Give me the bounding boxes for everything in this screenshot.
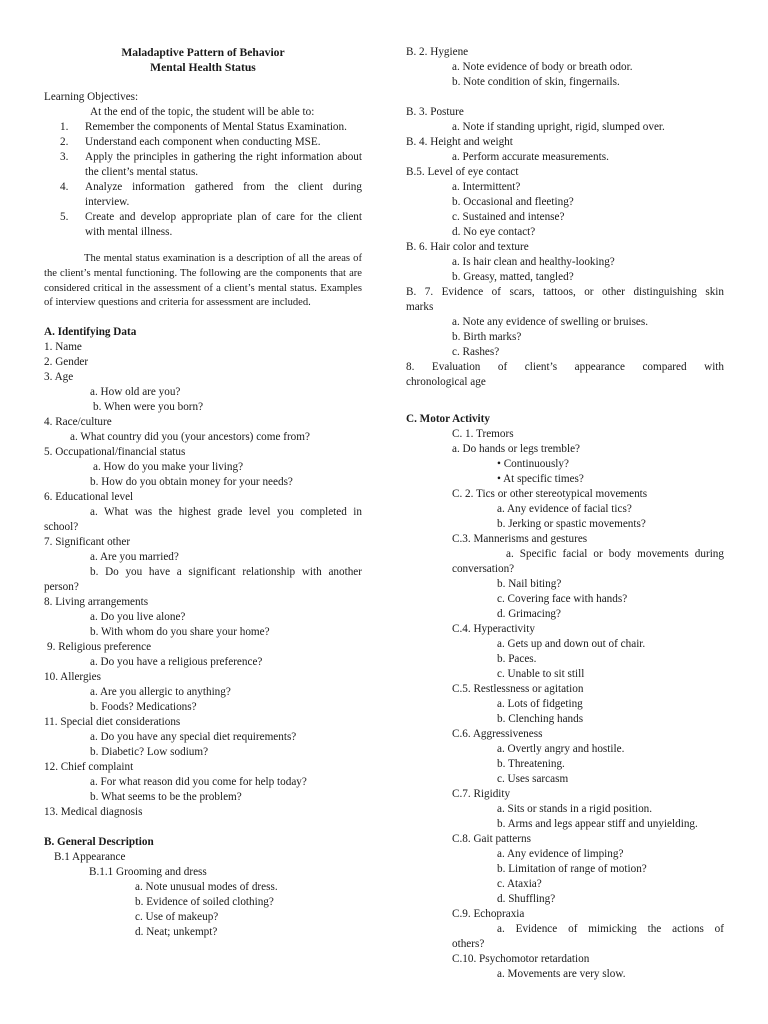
section-a-line: a. How old are you?: [90, 386, 181, 399]
section-c-line: a. Do hands or legs tremble?: [452, 443, 580, 455]
right-column: [406, 45, 724, 982]
document-title: Maladaptive Pattern of Behavior: [121, 46, 285, 59]
section-a-line: b. What seems to be the problem?: [90, 791, 242, 804]
section-b-line: b. Occasional and fleeting?: [452, 196, 574, 208]
section-c-line: a. Sits or stands in a rigid position.: [497, 803, 653, 815]
section-a-line: a. For what reason did you come for help today?: [90, 776, 307, 789]
section-a-line: 11. Special diet considerations: [44, 716, 181, 729]
section-a-line: b. Foods? Medications?: [90, 701, 197, 714]
section-c-line: b. Limitation of range of motion?: [497, 863, 647, 875]
section-a-line: a. Do you live alone?: [90, 611, 186, 624]
section-b-line: b. Evidence of soiled clothing?: [135, 896, 274, 909]
section-b-line: 8. Evaluation of client’s appearance compared with: [406, 361, 724, 373]
section-c-line: d. Shuffling?: [497, 893, 556, 905]
section-b-line: chronological age: [406, 376, 486, 388]
section-c-line: C.10. Psychomotor retardation: [452, 953, 590, 965]
section-b-line: B. 6. Hair color and texture: [406, 241, 529, 253]
section-c-line: b. Jerking or spastic movements?: [497, 518, 646, 530]
section-b-line: c. Sustained and intense?: [452, 211, 565, 223]
section-c-line: b. Arms and legs appear stiff and unyielding.: [497, 818, 698, 830]
section-b-line: B. 2. Hygiene: [406, 46, 469, 58]
objective-item: 2. Understand each component when conducting MSE.: [60, 136, 321, 148]
intro-paragraph: The mental status examination is a description of all the areas of the client’s mental functioning. The following are the components that are considered critical in the assessment of a client’s mental status. Examples of interview questions and criteria for assessment are included.: [44, 253, 362, 309]
section-a-line: 12. Chief complaint: [44, 761, 134, 774]
section-b-line: c. Rashes?: [452, 346, 500, 358]
section-a-line: 5. Occupational/financial status: [44, 446, 186, 459]
section-b-line: B. 7. Evidence of scars, tattoos, or other distinguishing skin: [406, 286, 724, 298]
section-a-line: b. When were you born?: [93, 401, 204, 414]
section-b-line: a. Is hair clean and healthy-looking?: [452, 256, 615, 268]
section-c-line: C. 1. Tremors: [452, 428, 514, 440]
section-a-line: b. How do you obtain money for your needs?: [90, 476, 293, 489]
section-a-line: a. Do you have any special diet requirements?: [90, 731, 297, 744]
section-a-line: 8. Living arrangements: [44, 596, 149, 609]
section-c-line: a. Any evidence of facial tics?: [497, 503, 632, 515]
objectives-intro: At the end of the topic, the student will be able to:: [90, 106, 315, 118]
section-c-line: others?: [452, 938, 485, 950]
section-b-line: B.1 Appearance: [54, 851, 126, 864]
section-c-line: b. Paces.: [497, 653, 537, 665]
section-c-line: C.5. Restlessness or agitation: [452, 683, 584, 695]
section-c-line: b. Threatening.: [497, 758, 565, 770]
section-a-line: a. What country did you (your ancestors) come from?: [70, 431, 310, 444]
section-c-line: c. Unable to sit still: [497, 668, 585, 680]
section-c-line: a. Specific facial or body movements during: [506, 548, 724, 560]
section-c-line: C.9. Echopraxia: [452, 908, 525, 920]
section-a-line: 4. Race/culture: [44, 416, 112, 429]
objectives-list: [44, 120, 362, 240]
section-a-line: 9. Religious preference: [47, 641, 152, 654]
section-a-line: 6. Educational level: [44, 491, 134, 504]
section-a-line: 13. Medical diagnosis: [44, 806, 143, 819]
section-b-line: B.5. Level of eye contact: [406, 166, 519, 178]
section-b-line: a. Note if standing upright, rigid, slumped over.: [452, 121, 665, 133]
section-c-line: • At specific times?: [497, 473, 584, 485]
section-c-line: C.7. Rigidity: [452, 788, 511, 800]
section-b-line: d. No eye contact?: [452, 226, 536, 238]
objective-item: 3. Apply the principles in gathering the right information about the client’s mental status.: [60, 151, 362, 178]
section-a-line: 1. Name: [44, 341, 82, 354]
section-c-line: d. Grimacing?: [497, 608, 561, 620]
left-column: [44, 45, 362, 940]
section-c-line: C.3. Mannerisms and gestures: [452, 533, 588, 545]
objectives-heading: Learning Objectives:: [44, 91, 139, 103]
document-subtitle: Mental Health Status: [150, 61, 256, 74]
section-c-line: C.8. Gait patterns: [452, 833, 531, 845]
section-c-heading: C. Motor Activity: [406, 413, 490, 425]
section-a-line: b. With whom do you share your home?: [90, 626, 270, 639]
section-c-line: a. Gets up and down out of chair.: [497, 638, 646, 650]
section-c-line: a. Any evidence of limping?: [497, 848, 624, 860]
section-a-line: a. Are you allergic to anything?: [90, 686, 231, 699]
section-b-line: b. Birth marks?: [452, 331, 522, 343]
section-b-line: b. Note condition of skin, fingernails.: [452, 76, 620, 88]
section-b-line: a. Note unusual modes of dress.: [135, 881, 278, 894]
section-b-line: a. Intermittent?: [452, 181, 521, 193]
section-c-line: C. 2. Tics or other stereotypical movements: [452, 488, 648, 500]
section-c-line: • Continuously?: [497, 458, 569, 470]
section-a-line: a. Do you have a religious preference?: [90, 656, 263, 669]
section-c-line: a. Evidence of mimicking the actions of: [497, 923, 724, 935]
section-a-line: 3. Age: [44, 371, 74, 384]
section-a-line: b. Do you have a significant relationship with another: [90, 566, 362, 579]
section-b-line: [406, 90, 724, 105]
section-a-line: 7. Significant other: [44, 536, 131, 549]
section-c-line: a. Movements are very slow.: [497, 968, 626, 980]
section-c-line: C.6. Aggressiveness: [452, 728, 543, 740]
objective-item: 1. Remember the components of Mental Status Examination.: [60, 121, 347, 133]
section-b-heading: B. General Description: [44, 836, 154, 849]
section-b-line: a. Perform accurate measurements.: [452, 151, 609, 163]
section-a-heading: A. Identifying Data: [44, 326, 137, 339]
section-b-line: d. Neat; unkempt?: [135, 926, 218, 939]
section-a-line: 10. Allergies: [44, 671, 101, 684]
section-b-line: a. Note evidence of body or breath odor.: [452, 61, 633, 73]
objective-item: 5. Create and develop appropriate plan of care for the client with mental illness.: [60, 211, 362, 238]
section-c-line: b. Clenching hands: [497, 713, 584, 725]
section-b-line: B.1.1 Grooming and dress: [89, 866, 207, 879]
section-a-line: b. Diabetic? Low sodium?: [90, 746, 209, 759]
section-c-line: a. Overtly angry and hostile.: [497, 743, 625, 755]
section-b-line: marks: [406, 301, 434, 313]
objective-item: 4. Analyze information gathered from the client during interview.: [60, 181, 362, 208]
section-c-line: conversation?: [452, 563, 515, 575]
section-b-line: b. Greasy, matted, tangled?: [452, 271, 574, 283]
section-a-line: 2. Gender: [44, 356, 89, 369]
section-a-line: person?: [44, 581, 79, 594]
section-c-line: c. Uses sarcasm: [497, 773, 569, 785]
section-a-line: school?: [44, 521, 79, 534]
section-c-line: C.4. Hyperactivity: [452, 623, 535, 635]
section-c-line: a. Lots of fidgeting: [497, 698, 583, 710]
section-a-line: a. How do you make your living?: [93, 461, 244, 474]
section-b-line: B. 3. Posture: [406, 106, 464, 118]
section-b-line: B. 4. Height and weight: [406, 136, 513, 148]
section-b-line: a. Note any evidence of swelling or bruises.: [452, 316, 649, 328]
section-a-line: a. What was the highest grade level you completed in: [90, 506, 362, 519]
section-c-line: c. Ataxia?: [497, 878, 542, 890]
section-b-line: c. Use of makeup?: [135, 911, 219, 924]
section-a-line: a. Are you married?: [90, 551, 179, 564]
section-c-line: b. Nail biting?: [497, 578, 562, 590]
section-c-line: c. Covering face with hands?: [497, 593, 628, 605]
